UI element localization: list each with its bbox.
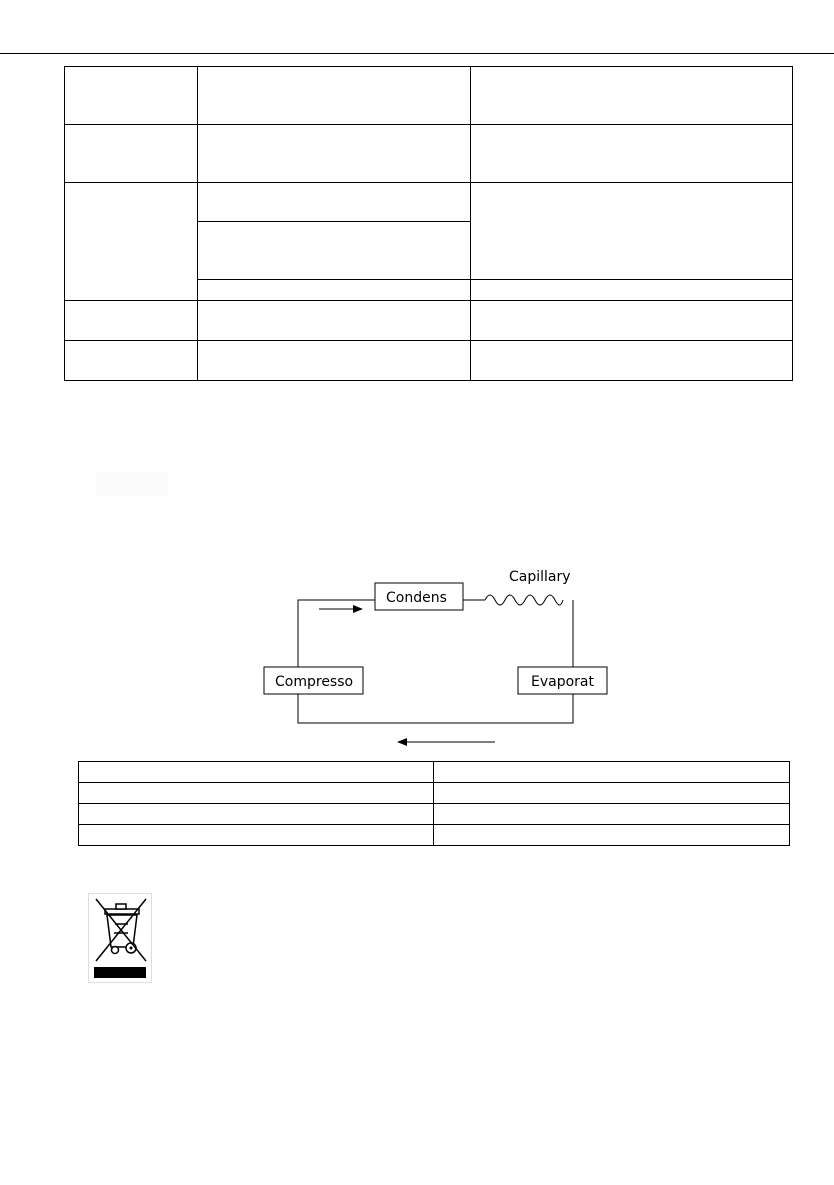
table-cell bbox=[471, 67, 793, 125]
table-cell bbox=[471, 183, 793, 280]
header-divider bbox=[0, 53, 834, 54]
table-cell bbox=[198, 222, 471, 280]
table-row bbox=[79, 783, 790, 804]
table-cell bbox=[434, 783, 790, 804]
crossed-out-wheelie-bin-icon bbox=[88, 893, 152, 983]
table-cell bbox=[198, 183, 471, 222]
table-row bbox=[79, 825, 790, 846]
table-cell bbox=[471, 301, 793, 341]
refrigerant-table bbox=[78, 761, 790, 846]
faint-artifact bbox=[96, 472, 168, 496]
table-cell bbox=[198, 125, 471, 183]
table-cell bbox=[198, 341, 471, 381]
evaporator-label: Evaporat bbox=[531, 674, 594, 690]
capillary-coil bbox=[485, 595, 563, 605]
table-cell bbox=[79, 762, 434, 783]
table-cell bbox=[434, 804, 790, 825]
condenser-label: Condens bbox=[386, 590, 447, 606]
disposal-text bbox=[170, 900, 770, 980]
flow-arrow-head bbox=[397, 738, 407, 746]
table-cell bbox=[79, 804, 434, 825]
table-row bbox=[65, 125, 793, 183]
table-cell bbox=[65, 125, 198, 183]
circuit-line bbox=[298, 600, 375, 667]
table-cell bbox=[471, 341, 793, 381]
compressor-label: Compresso bbox=[275, 674, 354, 690]
spec-table bbox=[64, 66, 793, 381]
capillary-label: Capillary bbox=[509, 569, 571, 585]
table-cell bbox=[65, 183, 198, 301]
circuit-line bbox=[298, 694, 573, 723]
table-cell bbox=[65, 301, 198, 341]
table-row bbox=[79, 762, 790, 783]
page-header bbox=[0, 0, 834, 50]
table-cell bbox=[198, 280, 471, 301]
table-cell bbox=[65, 341, 198, 381]
table-cell bbox=[434, 825, 790, 846]
flow-arrow-head bbox=[353, 605, 363, 613]
table-cell bbox=[471, 280, 793, 301]
table-cell bbox=[198, 67, 471, 125]
table-cell bbox=[79, 783, 434, 804]
table-row bbox=[65, 67, 793, 125]
table-row bbox=[79, 804, 790, 825]
table-row bbox=[65, 183, 793, 222]
refrigeration-circuit-diagram bbox=[255, 560, 615, 750]
table-cell bbox=[434, 762, 790, 783]
table-cell bbox=[79, 825, 434, 846]
table-cell bbox=[471, 125, 793, 183]
table-cell bbox=[65, 67, 198, 125]
table-row bbox=[65, 301, 793, 341]
table-cell bbox=[198, 301, 471, 341]
table-row bbox=[65, 341, 793, 381]
